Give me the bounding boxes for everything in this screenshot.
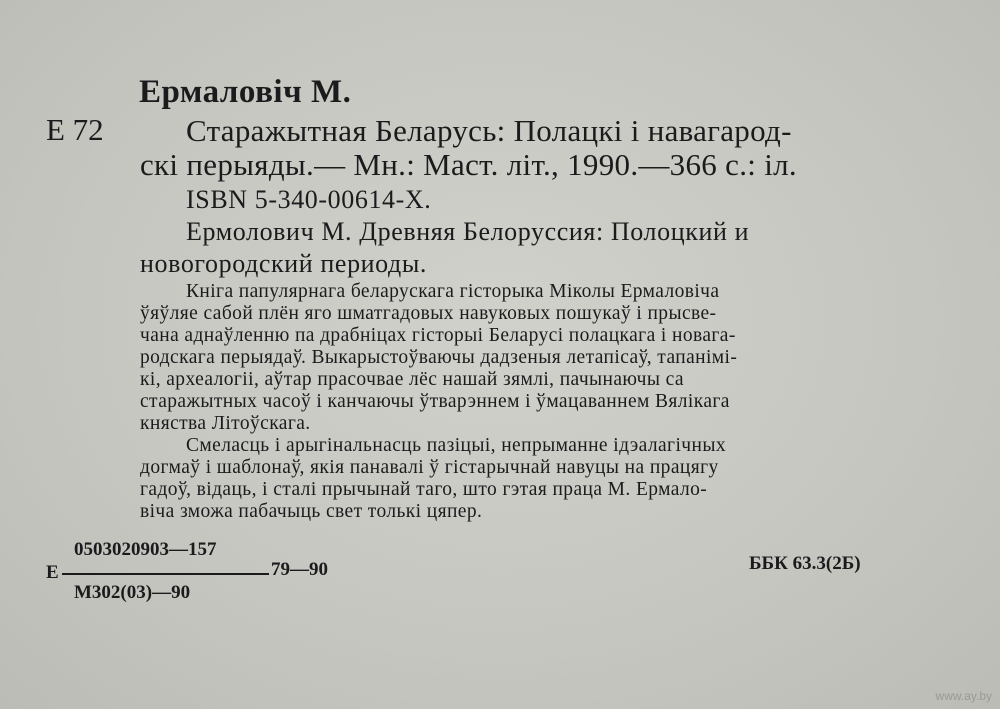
bbk-code: ББК 63.3(2Б): [749, 553, 861, 574]
index-fraction-line: [62, 573, 269, 575]
annotation-line: ўяўляе сабой плён яго шматгадовых навуковых пошукаў і прысве-: [140, 303, 717, 324]
annotation-line: Кніга папулярнага беларускага гісторыка Міколы Ермаловіча: [186, 281, 720, 302]
title-line-1: Старажытная Беларусь: Полацкі і навагарод-: [186, 113, 792, 148]
annotation-line: догмаў і шаблонаў, якія панавалі ў гістарычнай навуцы на працягу: [140, 457, 719, 478]
annotation-line: гадоў, відаць, і сталі прычынай таго, што гэтая праца М. Ермало-: [140, 479, 708, 500]
watermark: www.ay.by: [935, 689, 992, 703]
index-numerator: 0503020903—157: [74, 539, 217, 560]
annotation-line: Смеласць і арыгінальнасць пазіцыі, непрыманне ідэалагічных: [186, 435, 726, 456]
isbn: ISBN 5-340-00614-Х.: [186, 185, 432, 214]
index-letter: Е: [46, 562, 59, 583]
original-title-line-1: Ермолович М. Древняя Белоруссия: Полоцкий и: [186, 217, 750, 246]
annotation-line: родскага перыядаў. Выкарыстоўваючы дадзеныя летапісаў, тапанімі-: [140, 347, 738, 368]
index-suffix: 79—90: [271, 559, 328, 580]
title-line-2: скі перыяды.— Мн.: Маст. літ., 1990.—366 с.: іл.: [140, 147, 797, 182]
annotation-line: віча зможа пабачыць свет толькі цяпер.: [140, 501, 483, 522]
author-name: Ермаловіч М.: [139, 74, 352, 110]
annotation-line: кі, археалогіі, аўтар прасочвае лёс нашай зямлі, пачынаючы са: [140, 369, 684, 390]
original-title-line-2: новогородский периоды.: [140, 249, 428, 278]
annotation-line: чана аднаўленню па драбніцах гісторыі Беларусі полацкага і новага-: [140, 325, 736, 346]
annotation-line: княства Літоўскага.: [140, 413, 311, 434]
annotation-line: старажытных часоў і канчаючы ўтварэннем і ўмацаваннем Вялікага: [140, 391, 730, 412]
author-mark: Е 72: [46, 112, 104, 147]
index-denominator: М302(03)—90: [74, 582, 191, 603]
